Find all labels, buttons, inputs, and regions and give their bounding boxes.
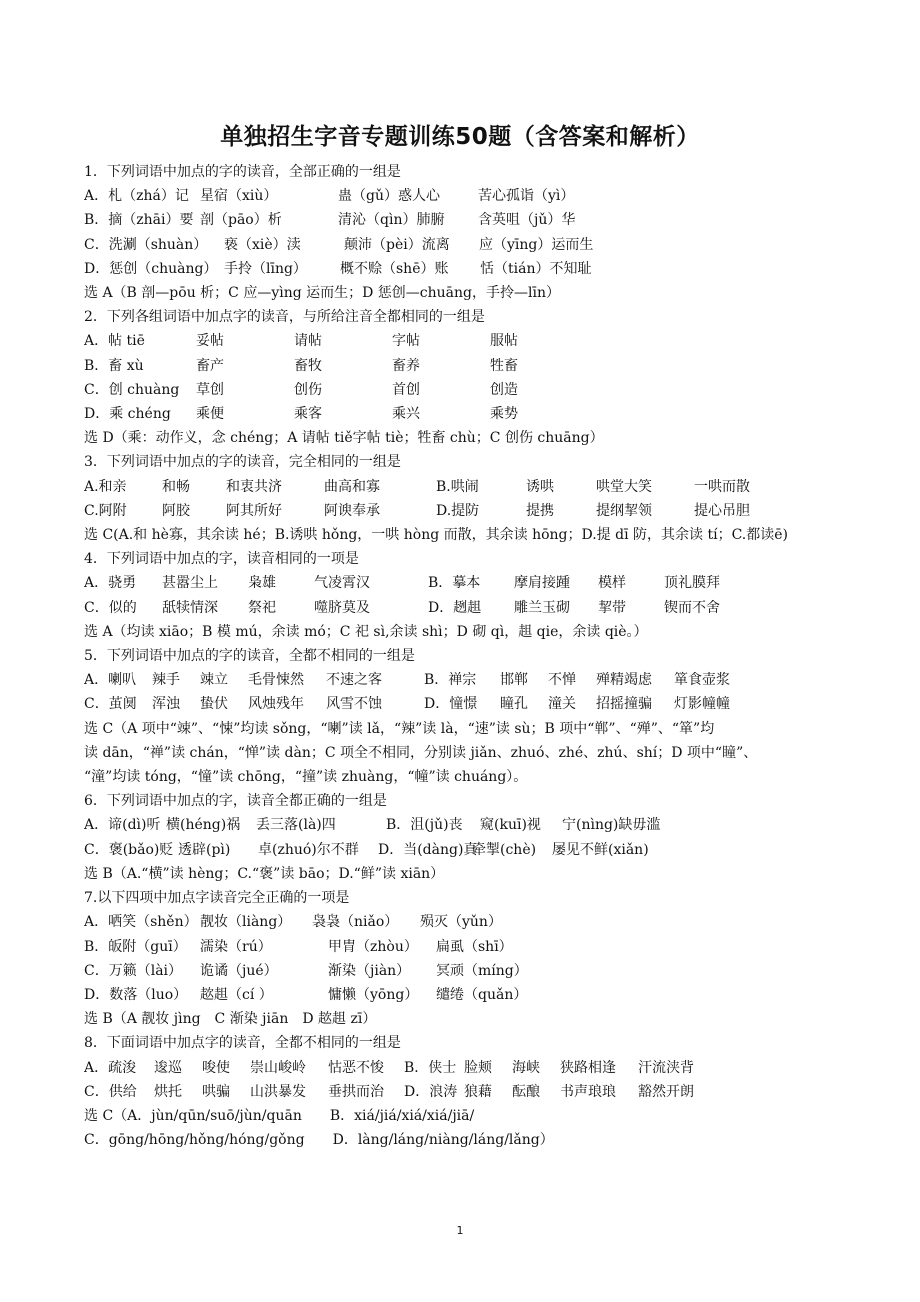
option-cell: C．褒(bǎo)贬 bbox=[84, 841, 174, 858]
option-cell: 潼关 bbox=[548, 696, 576, 713]
option-cell: A．骁勇 bbox=[84, 575, 137, 592]
option-cell: A．哂笑（shěn） bbox=[84, 914, 198, 931]
text-line: 选 B（A.“横”读 hèng；C.“褒”读 bāo；D.“鲜”读 xiān） bbox=[84, 865, 445, 882]
option-cell: 阿谀奉承 bbox=[324, 502, 380, 519]
text-line: 5．下列词语中加点的字的读音，全都不相同的一组是 bbox=[84, 648, 415, 665]
option-cell: B．沮(jǔ)丧 bbox=[386, 817, 463, 834]
option-cell: A．疏浚 bbox=[84, 1059, 137, 1076]
option-cell: 招摇撞骗 bbox=[596, 696, 652, 713]
option-cell: 烘托 bbox=[154, 1083, 182, 1100]
option-cell: 清沁（qìn）肺腑 bbox=[338, 212, 445, 229]
option-cell: D．乘 chéng bbox=[84, 406, 171, 423]
option-cell: 唆使 bbox=[202, 1059, 230, 1076]
option-cell: 狭路相逢 bbox=[560, 1059, 616, 1076]
option-cell: 舐犊情深 bbox=[162, 599, 218, 616]
text-line: 8．下面词语中加点字的读音，全都不相同的一组是 bbox=[84, 1035, 401, 1052]
option-cell: 妥帖 bbox=[196, 333, 224, 350]
text-line: 6．下列词语中加点的字，读音全都正确的一组是 bbox=[84, 793, 387, 810]
option-cell: 乘便 bbox=[196, 406, 224, 423]
option-cell: 枭雄 bbox=[248, 575, 276, 592]
option-cell: 靓妆（liàng） bbox=[200, 914, 292, 931]
option-cell: 和畅 bbox=[162, 478, 190, 495]
option-cell: 顶礼膜拜 bbox=[664, 575, 720, 592]
option-cell: D．惩创（chuàng） bbox=[84, 260, 218, 277]
option-cell: D．当(dàng)真 bbox=[378, 841, 478, 858]
option-cell: 怙恶不悛 bbox=[328, 1059, 384, 1076]
option-cell: 首创 bbox=[392, 381, 420, 398]
option-cell: 颠沛（pèi）流离 bbox=[344, 236, 450, 253]
option-line bbox=[84, 571, 844, 595]
text-line: 选 D（乘：动作义，念 chéng；A 请帖 tiě字帖 tiè；牲畜 chù；C 创伤 chuāng） bbox=[84, 430, 604, 447]
option-line bbox=[84, 257, 844, 281]
option-cell: 提携 bbox=[526, 502, 554, 519]
option-cell: 脸颊 bbox=[464, 1059, 492, 1076]
option-line bbox=[84, 983, 844, 1007]
option-cell: B．侠士 bbox=[404, 1059, 457, 1076]
option-cell: 雕兰玉砌 bbox=[514, 599, 570, 616]
text-line: 选 C（A 项中“竦”、“悚”均读 sǒng，“喇”读 lǎ，“辣”读 là，“速”读 sù；B 项中“郸”、“殚”、“箪”均 bbox=[84, 720, 715, 737]
option-cell: 一哄而散 bbox=[694, 478, 750, 495]
option-cell: 亵（xiè）渎 bbox=[224, 236, 301, 253]
option-cell: D．趔趄 bbox=[428, 599, 482, 616]
option-cell: 请帖 bbox=[294, 333, 322, 350]
option-cell: 透辟(pì) bbox=[178, 841, 231, 858]
option-line bbox=[84, 813, 844, 837]
option-line bbox=[84, 910, 844, 934]
option-line bbox=[84, 184, 844, 208]
option-cell: 箪食壶浆 bbox=[674, 672, 730, 689]
option-cell: C．洗涮（shuàn） bbox=[84, 236, 208, 253]
option-cell: C．茧阒 bbox=[84, 696, 137, 713]
option-cell: D．憧憬 bbox=[424, 696, 478, 713]
option-line bbox=[84, 959, 844, 983]
option-cell: 畜产 bbox=[196, 357, 224, 374]
option-cell: 应（yīng）运而生 bbox=[479, 236, 594, 253]
option-cell: 畜养 bbox=[392, 357, 420, 374]
option-cell: 含英咀（jǔ）华 bbox=[478, 212, 576, 229]
option-cell: 恬（tián）不知耻 bbox=[480, 260, 592, 277]
text-line: 2．下列各组词语中加点字的读音，与所给注音全都相同的一组是 bbox=[84, 309, 485, 326]
option-cell: B．摹本 bbox=[428, 575, 481, 592]
option-cell: B．畜 xù bbox=[84, 357, 144, 374]
option-cell: 殒灭（yǔn） bbox=[420, 914, 502, 931]
option-cell: 星宿（xiù） bbox=[200, 188, 278, 205]
option-cell: 竦立 bbox=[200, 672, 228, 689]
option-cell: 字帖 bbox=[392, 333, 420, 350]
option-line bbox=[84, 233, 844, 257]
option-cell: 逡巡 bbox=[154, 1059, 182, 1076]
option-cell: D．浪涛 bbox=[404, 1083, 458, 1100]
text-line: 选 C(A.和 hè寡，其余读 hé；B.诱哄 hǒng，一哄 hòng 而散，其余读 hōng；D.提 dī 防，其余读 tí；C.都读ē) bbox=[84, 527, 788, 544]
option-cell: 剖（pāo）析 bbox=[200, 212, 282, 229]
option-cell: 横(héng)祸 bbox=[166, 817, 241, 834]
option-cell: 模样 bbox=[598, 575, 626, 592]
option-cell: 丢三落(là)四 bbox=[256, 817, 336, 834]
option-line bbox=[84, 596, 844, 620]
option-cell: 甚嚣尘上 bbox=[162, 575, 218, 592]
option-cell: 牲畜 bbox=[490, 357, 518, 374]
option-cell: 乘兴 bbox=[392, 406, 420, 423]
option-cell: B．摘（zhāi）要 bbox=[84, 212, 194, 229]
text-line: 选 A（B 剖—pōu 析；C 应—yìng 运而生；D 惩创—chuāng，手拎—līn） bbox=[84, 285, 560, 302]
option-cell: 和衷共济 bbox=[226, 478, 282, 495]
option-cell: 冥顽（míng） bbox=[436, 962, 528, 979]
text-line: “潼”均读 tóng，“憧”读 chōng，“撞”读 zhuàng，“幢”读 chuáng）。 bbox=[84, 769, 528, 786]
option-cell: 卓(zhuó)尔不群 bbox=[258, 841, 359, 858]
option-cell: 苦心孤诣（yì） bbox=[478, 188, 575, 205]
option-cell: 挈带 bbox=[598, 599, 626, 616]
option-cell: 不速之客 bbox=[326, 672, 382, 689]
document-body bbox=[84, 160, 844, 1152]
option-cell: D．数落（luo） bbox=[84, 986, 188, 1003]
option-cell: 服帖 bbox=[490, 333, 518, 350]
option-cell: C．创 chuàng bbox=[84, 381, 180, 398]
option-cell: A.和亲 bbox=[84, 478, 127, 495]
option-line bbox=[84, 935, 844, 959]
text-line: 选 B（A 靓妆 jìng C 渐染 jiān D 趑趄 zī） bbox=[84, 1011, 377, 1028]
option-line bbox=[84, 499, 844, 523]
option-cell: 提纲挈领 bbox=[596, 502, 652, 519]
page-number: 1 bbox=[456, 1224, 464, 1237]
option-cell: 袅袅（niǎo） bbox=[312, 914, 399, 931]
option-cell: 不惮 bbox=[548, 672, 576, 689]
option-cell: 创伤 bbox=[294, 381, 322, 398]
option-cell: 垂拱而治 bbox=[328, 1083, 384, 1100]
option-cell: 窥(kuī)视 bbox=[480, 817, 541, 834]
option-cell: 豁然开朗 bbox=[638, 1083, 694, 1100]
text-line: 选 C（A．jùn/qūn/suō/jùn/quān B．xiá/jiá/xiá/xiá/jiā/ bbox=[84, 1107, 475, 1124]
option-cell: 趑趄（cí ） bbox=[200, 986, 273, 1003]
option-cell: 邯郸 bbox=[500, 672, 528, 689]
option-cell: 屡见不鲜(xiǎn) bbox=[552, 841, 649, 858]
option-cell: B．禅宗 bbox=[424, 672, 477, 689]
option-cell: 灯影幢幢 bbox=[674, 696, 730, 713]
option-cell: C.阿附 bbox=[84, 502, 127, 519]
option-cell: A．喇叭 bbox=[84, 672, 137, 689]
option-cell: 酝酿 bbox=[512, 1083, 540, 1100]
option-cell: 概不赊（shē）账 bbox=[340, 260, 449, 277]
option-cell: D.提防 bbox=[436, 502, 480, 519]
option-cell: 提心吊胆 bbox=[694, 502, 750, 519]
option-line bbox=[84, 329, 844, 353]
option-cell: 草创 bbox=[196, 381, 224, 398]
text-line: 读 dān，“禅”读 chán，“惮”读 dàn；C 项全不相同，分别读 jiǎn、zhuó、zhé、zhú、shí；D 项中“瞳”、 bbox=[84, 744, 758, 761]
text-line: C．gōng/hōng/hǒng/hóng/gǒng D．làng/láng/niàng/láng/lǎng） bbox=[84, 1132, 554, 1149]
option-cell: C．万籁（lài） bbox=[84, 962, 183, 979]
option-line bbox=[84, 1080, 844, 1104]
option-cell: 扁虱（shī） bbox=[436, 938, 513, 955]
option-cell: 噬脐莫及 bbox=[314, 599, 370, 616]
option-cell: 蛰伏 bbox=[200, 696, 228, 713]
option-cell: 海峡 bbox=[512, 1059, 540, 1076]
option-cell: 汗流浃背 bbox=[638, 1059, 694, 1076]
option-cell: 哄堂大笑 bbox=[596, 478, 652, 495]
option-cell: 气凌霄汉 bbox=[314, 575, 370, 592]
option-cell: 慵懒（yōng） bbox=[328, 986, 419, 1003]
option-cell: 祭祀 bbox=[248, 599, 276, 616]
option-cell: A．谛(dì)听 bbox=[84, 817, 161, 834]
option-cell: 山洪暴发 bbox=[250, 1083, 306, 1100]
option-cell: 乘客 bbox=[294, 406, 322, 423]
option-cell: 狼藉 bbox=[464, 1083, 492, 1100]
option-cell: B.哄闹 bbox=[436, 478, 479, 495]
option-cell: 渐染（jiàn） bbox=[328, 962, 411, 979]
option-cell: 缱绻（quǎn） bbox=[436, 986, 528, 1003]
option-cell: 阿胶 bbox=[162, 502, 190, 519]
option-cell: 殚精竭虑 bbox=[596, 672, 652, 689]
option-line bbox=[84, 838, 844, 862]
option-cell: 诡谲（jué） bbox=[200, 962, 278, 979]
text-line: 4．下列词语中加点的字，读音相同的一项是 bbox=[84, 551, 359, 568]
option-cell: 甲胄（zhòu） bbox=[328, 938, 418, 955]
text-line: 1．下列词语中加点的字的读音，全部正确的一组是 bbox=[84, 164, 401, 180]
option-cell: 阿其所好 bbox=[226, 502, 282, 519]
text-line: 7.以下四项中加点字读音完全正确的一项是 bbox=[84, 890, 350, 907]
text-line: 选 A（均读 xiāo；B 模 mú，余读 mó；C 祀 sì,余读 shì；D 砌 qì，趄 qie，余读 qiè。） bbox=[84, 623, 648, 640]
option-cell: 锲而不舍 bbox=[664, 599, 720, 616]
option-cell: 瞳孔 bbox=[500, 696, 528, 713]
option-cell: 书声琅琅 bbox=[560, 1083, 616, 1100]
option-cell: A．札（zhá）记 bbox=[84, 188, 189, 205]
option-cell: 毛骨悚然 bbox=[248, 672, 304, 689]
option-line bbox=[84, 354, 844, 378]
option-cell: 蛊（gǔ）惑人心 bbox=[338, 188, 440, 205]
option-cell: 宁(nìng)缺毋滥 bbox=[562, 817, 661, 834]
document-title: 单独招生字音专题训练50题（含答案和解析） bbox=[220, 124, 700, 150]
option-cell: 濡染（rú） bbox=[200, 938, 272, 955]
option-cell: 风雪不蚀 bbox=[326, 696, 382, 713]
option-cell: 辣手 bbox=[152, 672, 180, 689]
option-cell: 乘势 bbox=[490, 406, 518, 423]
option-line bbox=[84, 208, 844, 232]
option-line bbox=[84, 402, 844, 426]
option-cell: C．似的 bbox=[84, 599, 137, 616]
option-cell: C．供给 bbox=[84, 1083, 137, 1100]
option-cell: 创造 bbox=[490, 381, 518, 398]
option-cell: 哄骗 bbox=[202, 1083, 230, 1100]
option-line bbox=[84, 378, 844, 402]
option-line bbox=[84, 668, 844, 692]
option-cell: 崇山峻岭 bbox=[250, 1059, 306, 1076]
option-cell: 曲高和寡 bbox=[324, 478, 380, 495]
option-cell: 诱哄 bbox=[526, 478, 554, 495]
option-cell: 摩肩接踵 bbox=[514, 575, 570, 592]
option-cell: 浑浊 bbox=[152, 696, 180, 713]
option-cell: A．帖 tiē bbox=[84, 333, 145, 350]
option-line bbox=[84, 1056, 844, 1080]
option-cell: B．皈附（guī） bbox=[84, 938, 187, 955]
option-cell: 畜牧 bbox=[294, 357, 322, 374]
option-cell: 手拎（līng） bbox=[224, 260, 307, 277]
option-line bbox=[84, 692, 844, 716]
text-line: 3．下列词语中加点的字的读音，完全相同的一组是 bbox=[84, 454, 401, 471]
option-cell: 牵掣(chè) bbox=[472, 841, 537, 858]
option-cell: 风烛残年 bbox=[248, 696, 304, 713]
option-line bbox=[84, 475, 844, 499]
